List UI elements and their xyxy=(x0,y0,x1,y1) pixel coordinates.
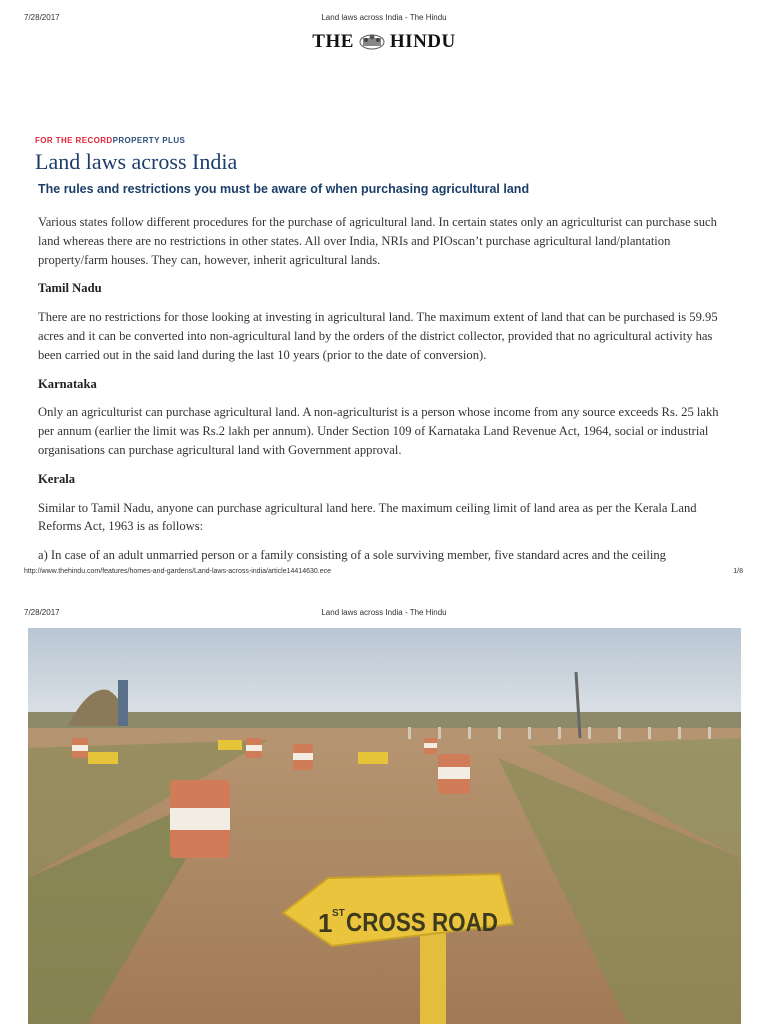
section-heading-karnataka: Karnataka xyxy=(38,376,97,391)
sign-ordinal-suffix: ST xyxy=(332,908,345,919)
tag-property-plus[interactable]: PROPERTY PLUS xyxy=(112,136,186,145)
masthead-logo[interactable] xyxy=(0,31,768,53)
print-doc-title: Land laws across India - The Hindu xyxy=(321,13,447,22)
article-body xyxy=(38,213,730,575)
print-date-page-2: 7/28/2017 xyxy=(24,608,60,617)
masthead-the: THE xyxy=(312,31,354,52)
footer-url[interactable]: http://www.thehindu.com/features/homes-and-gardens/Land-laws-across-india/article14414630.ece xyxy=(24,568,332,575)
article-dek: The rules and restrictions you must be aware of when purchasing agricultural land xyxy=(38,182,530,196)
sign-text: CROSS ROAD xyxy=(346,907,498,937)
article-photo xyxy=(28,628,741,1024)
photo-illustration xyxy=(28,628,741,1024)
section-heading-kerala: Kerala xyxy=(38,471,76,486)
section-body-tamil-nadu: There are no restrictions for those looking at investing in agricultural land. The maximum extent of land that can be purchased is 59.95 acres and it can be converted into non-agricultural land by the orders of the district collector, provided that no agricultural activity has been carried out in the said land during the last 10 years (prior to the date of conversion). xyxy=(38,310,718,362)
section-tags xyxy=(35,136,185,145)
section-body-karnataka: Only an agriculturist can purchase agricultural land. A non-agriculturist is a person whose income from any source exceeds Rs. 25 lakh per annum (earlier the limit was Rs.2 lakh per annum). Under Section 109 of Karnataka Land Revenue Act, 1964, social or industrial organisations can purchase agricultural land with Government approval. xyxy=(38,405,719,457)
kerala-list-item-a: a) In case of an adult unmarried person or a family consisting of a sole surviving member, five standard acres and the ceiling xyxy=(38,548,666,563)
print-doc-title-page-2: Land laws across India - The Hindu xyxy=(321,608,447,617)
page-footer xyxy=(0,568,768,582)
footer-page-number: 1/8 xyxy=(733,568,743,575)
sign-ordinal-number: 1 xyxy=(318,908,333,938)
section-body-kerala: Similar to Tamil Nadu, anyone can purchase agricultural land here. The maximum ceiling limit of land area as per the Kerala Land Reforms Act, 1963 is as follows: xyxy=(38,500,697,534)
page-header xyxy=(0,0,768,80)
section-heading-tamil-nadu: Tamil Nadu xyxy=(38,281,102,296)
print-date: 7/28/2017 xyxy=(24,13,60,22)
masthead-hindu: HINDU xyxy=(389,31,456,52)
intro-paragraph: Various states follow different procedures for the purchase of agricultural land. In certain states only an agriculturist can purchase such land whereas there are no restrictions in other states. All over India, NRIs and PIOscan’t purchase agricultural land/plantation property/farm houses. They can, however, inherit agricultural lands. xyxy=(38,215,717,267)
article-headline: Land laws across India xyxy=(35,149,238,174)
tag-for-the-record[interactable]: FOR THE RECORD xyxy=(35,136,113,145)
hindu-emblem-icon xyxy=(357,32,387,50)
